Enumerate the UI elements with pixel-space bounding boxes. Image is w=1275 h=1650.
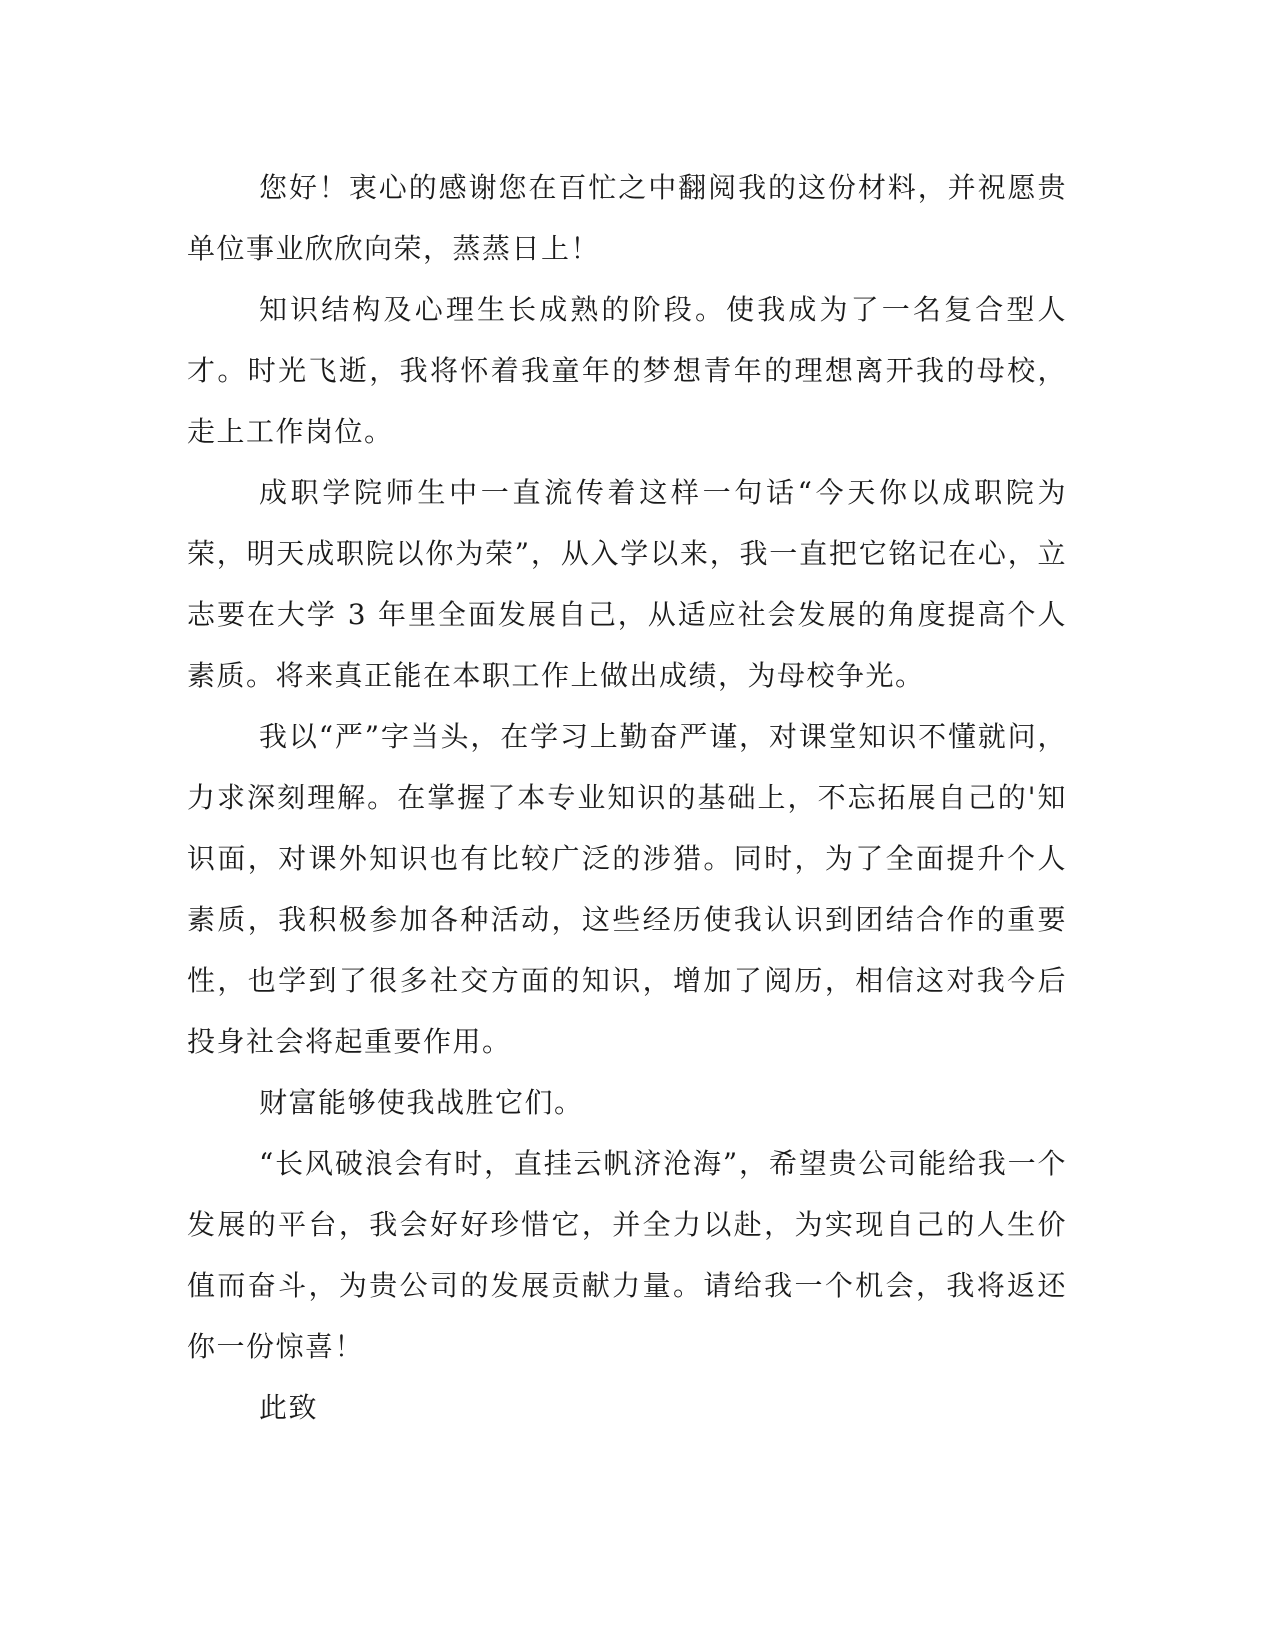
paragraph-study-attitude: 我以“严”字当头，在学习上勤奋严谨，对课堂知识不懂就问，力求深刻理解。在掌握了本专业知识的基础上，不忘拓展自己的'知识面，对课外知识也有比较广泛的涉猎。同时，为了全面提升个人素质，我积极参加各种活动，这些经历使我认识到团结合作的重要性，也学到了很多社交方面的知识，增加了阅历，相信这对我今后投身社会将起重要作用。 xyxy=(187,720,1067,1058)
closing-salutation: 此致 xyxy=(259,1391,319,1424)
paragraph-aspiration: “长风破浪会有时，直挂云帆济沧海”，希望贵公司能给我一个发展的平台，我会好好珍惜它，并全力以赴，为实现自己的人生价值而奋斗，为贵公司的发展贡献力量。请给我一个机会，我将返还你一份惊喜！ xyxy=(187,1147,1067,1363)
paragraph-knowledge: 知识结构及心理生长成熟的阶段。使我成为了一名复合型人才。时光飞逝，我将怀着我童年的梦想青年的理想离开我的母校，走上工作岗位。 xyxy=(187,293,1067,448)
paragraph-wealth: 财富能够使我战胜它们。 xyxy=(259,1086,584,1119)
paragraph-college-motto: 成职学院师生中一直流传着这样一句话“今天你以成职院为荣，明天成职院以你为荣”，从入学以来，我一直把它铭记在心，立志要在大学 3 年里全面发展自己，从适应社会发展的角度提高个人素质。将来真正能在本职工作上做出成绩，为母校争光。 xyxy=(187,476,1067,692)
paragraph-greeting: 您好！衷心的感谢您在百忙之中翻阅我的这份材料，并祝愿贵单位事业欣欣向荣，蒸蒸日上！ xyxy=(187,171,1067,265)
letter-body xyxy=(187,157,1067,1438)
